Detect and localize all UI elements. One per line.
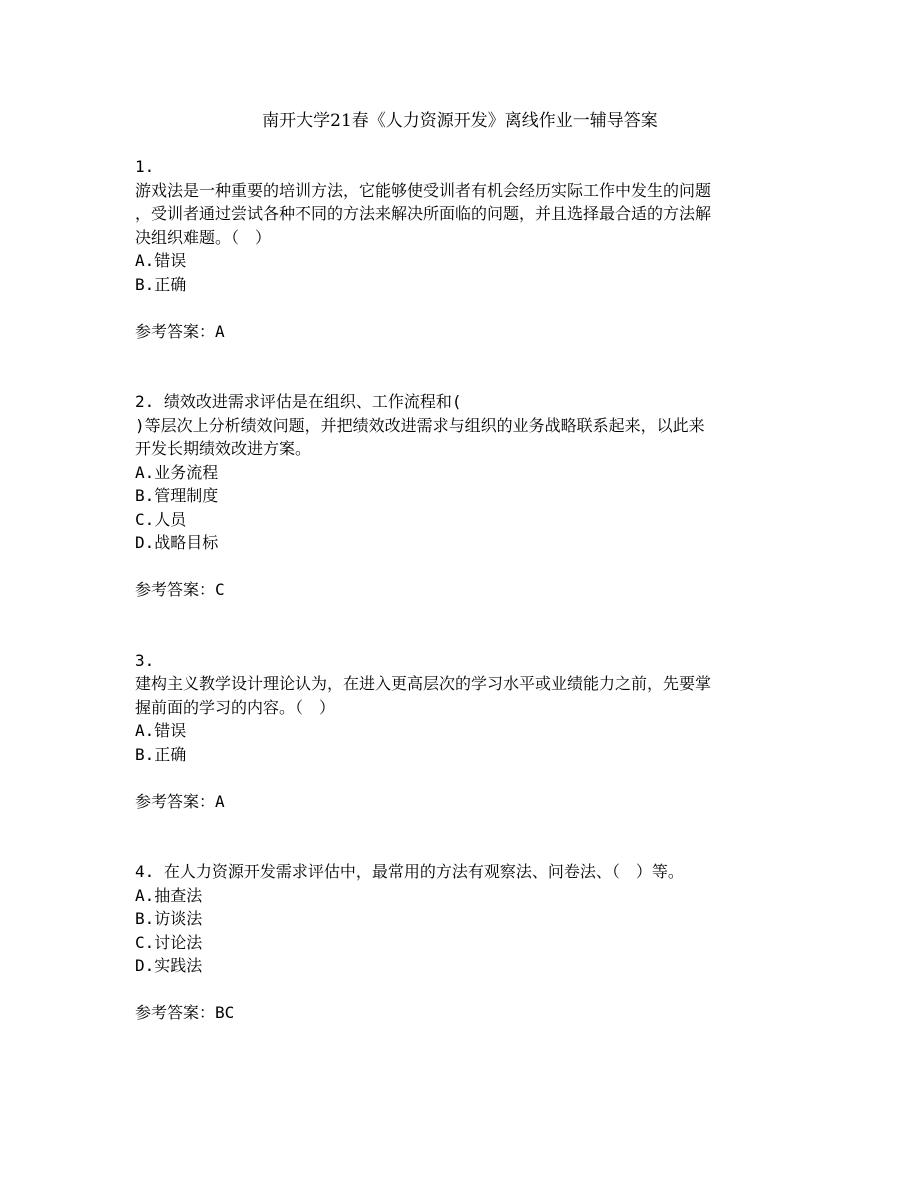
spacer bbox=[135, 602, 795, 649]
option-a: A.错误 bbox=[135, 251, 187, 270]
answer-line: 参考答案：A bbox=[135, 791, 225, 811]
answer-line: 参考答案：C bbox=[135, 580, 225, 599]
question-2 bbox=[135, 390, 795, 602]
answer-line: 参考答案：A bbox=[135, 321, 225, 341]
document-title: 南开大学21春《人力资源开发》离线作业一辅导答案 bbox=[262, 111, 658, 131]
question-text-line: 建构主义教学设计理论认为，在进入更高层次的学习水平或业绩能力之前，先要掌 bbox=[135, 674, 712, 693]
option-d: D.实践法 bbox=[135, 956, 203, 975]
spacer bbox=[135, 343, 795, 390]
spacer bbox=[135, 813, 795, 860]
option-a: A.错误 bbox=[135, 721, 187, 740]
question-text-line: 4. 在人力资源开发需求评估中，最常用的方法有观察法、问卷法、（ ）等。 bbox=[135, 862, 684, 881]
question-number: 1. bbox=[135, 157, 155, 176]
option-b: B.正确 bbox=[135, 744, 187, 764]
question-text-line: 游戏法是一种重要的培训方法，它能够使受训者有机会经历实际工作中发生的问题 bbox=[135, 180, 712, 200]
question-text-line: ，受训者通过尝试各种不同的方法来解决所面临的问题，并且选择最合适的方法解 bbox=[135, 204, 712, 223]
question-1 bbox=[135, 155, 795, 343]
question-number: 3. bbox=[135, 650, 155, 670]
question-text-line: )等层次上分析绩效问题，并把绩效改进需求与组织的业务战略联系起来，以此来 bbox=[135, 415, 705, 435]
document-body bbox=[135, 155, 795, 1025]
option-c: C.讨论法 bbox=[135, 932, 203, 952]
question-4 bbox=[135, 860, 795, 1025]
question-text-line: 决组织难题。（ ） bbox=[135, 227, 272, 247]
option-a: A.抽查法 bbox=[135, 885, 203, 905]
option-b: B.正确 bbox=[135, 274, 187, 294]
option-a: A.业务流程 bbox=[135, 462, 219, 482]
option-c: C.人员 bbox=[135, 509, 187, 529]
question-text-line: 2. 绩效改进需求评估是在组织、工作流程和( bbox=[135, 392, 462, 411]
question-3 bbox=[135, 649, 795, 814]
question-text-line: 开发长期绩效改进方案。 bbox=[135, 439, 312, 458]
option-d: D.战略目标 bbox=[135, 533, 219, 552]
question-text-line: 握前面的学习的内容。（ ） bbox=[135, 697, 336, 717]
option-b: B.管理制度 bbox=[135, 486, 219, 505]
answer-line: 参考答案：BC bbox=[135, 1003, 235, 1022]
option-b: B.访谈法 bbox=[135, 909, 203, 928]
